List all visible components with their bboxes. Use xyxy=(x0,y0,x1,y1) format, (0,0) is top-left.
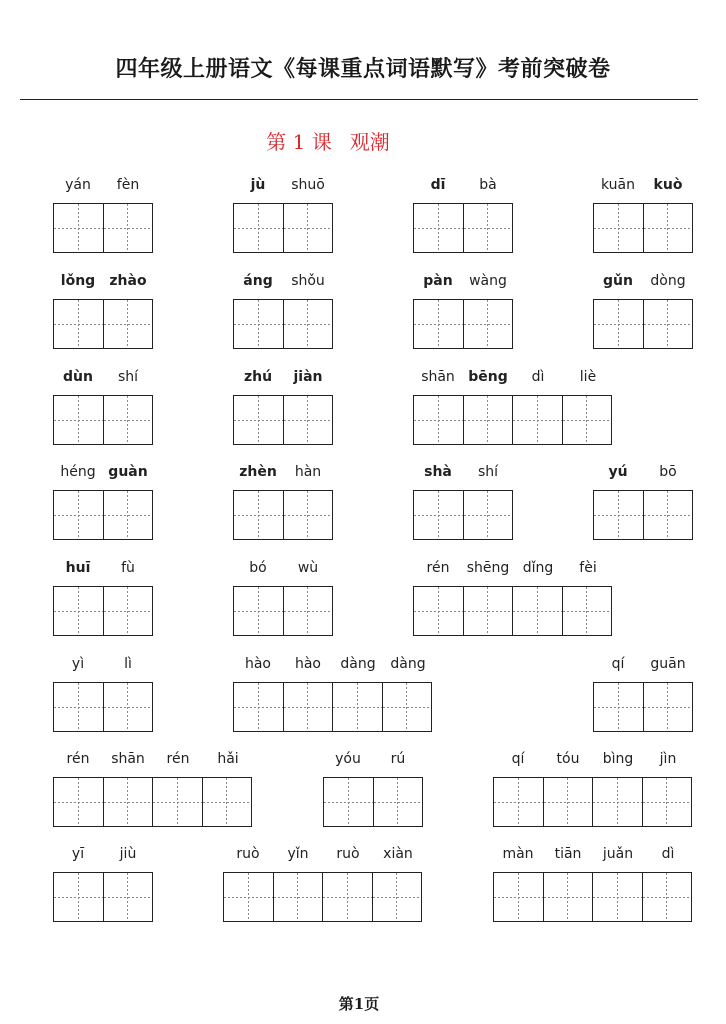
character-box[interactable] xyxy=(464,299,514,349)
pinyin-label: shuō xyxy=(291,177,325,193)
pinyin-label: shān xyxy=(421,369,455,385)
character-box[interactable] xyxy=(234,586,284,636)
character-box[interactable] xyxy=(593,777,643,827)
character-box[interactable] xyxy=(513,395,563,445)
pinyin-label: rén xyxy=(426,560,450,576)
pinyin-label: wàng xyxy=(469,273,507,289)
pinyin-label: qí xyxy=(511,751,525,767)
character-box[interactable] xyxy=(464,203,514,253)
lesson-name: 观潮 xyxy=(349,130,390,154)
character-box[interactable] xyxy=(104,872,154,922)
character-box[interactable] xyxy=(414,586,464,636)
character-box[interactable] xyxy=(284,682,334,732)
character-box[interactable] xyxy=(104,203,154,253)
character-box[interactable] xyxy=(594,490,644,540)
writing-grid xyxy=(413,395,612,445)
character-box[interactable] xyxy=(234,299,284,349)
pinyin-label: hào xyxy=(294,656,322,672)
character-box[interactable] xyxy=(54,682,104,732)
pinyin-label: shǒu xyxy=(291,273,325,289)
writing-grid xyxy=(223,872,422,922)
pinyin-label: shí xyxy=(117,369,139,385)
writing-grid xyxy=(53,395,153,445)
writing-grid xyxy=(233,395,333,445)
character-box[interactable] xyxy=(544,777,594,827)
pinyin-label: dǐng xyxy=(522,560,554,576)
writing-grid xyxy=(233,203,333,253)
writing-grid xyxy=(53,203,153,253)
character-box[interactable] xyxy=(284,395,334,445)
writing-grid xyxy=(413,490,513,540)
character-box[interactable] xyxy=(203,777,253,827)
pinyin-label: yán xyxy=(65,177,91,193)
writing-grid xyxy=(53,586,153,636)
character-box[interactable] xyxy=(54,490,104,540)
pinyin-label: héng xyxy=(60,464,96,480)
title-divider xyxy=(20,99,698,100)
pinyin-label: xiàn xyxy=(383,846,413,862)
character-box[interactable] xyxy=(644,299,694,349)
writing-grid xyxy=(593,490,693,540)
pinyin-label: lǒng xyxy=(60,273,96,289)
pinyin-label: zhèn xyxy=(239,464,277,480)
pinyin-label: liè xyxy=(579,369,597,385)
character-box[interactable] xyxy=(464,395,514,445)
pinyin-label: kuò xyxy=(653,177,683,193)
character-box[interactable] xyxy=(54,203,104,253)
pinyin-label: shà xyxy=(424,464,452,480)
pinyin-label: áng xyxy=(243,273,273,289)
pinyin-label: guān xyxy=(650,656,686,672)
pinyin-label: yú xyxy=(608,464,628,480)
pinyin-label: yī xyxy=(71,846,85,862)
character-box[interactable] xyxy=(593,872,643,922)
pinyin-label: fèn xyxy=(116,177,140,193)
character-box[interactable] xyxy=(104,682,154,732)
writing-grid xyxy=(233,299,333,349)
pinyin-label: gǔn xyxy=(603,273,633,289)
writing-grid xyxy=(593,299,693,349)
pinyin-label: ruò xyxy=(236,846,260,862)
writing-grid xyxy=(233,586,333,636)
character-box[interactable] xyxy=(644,682,694,732)
pinyin-label: dī xyxy=(430,177,446,193)
pinyin-label: bō xyxy=(659,464,677,480)
pinyin-label: rén xyxy=(66,751,90,767)
pinyin-label: bēng xyxy=(468,369,508,385)
character-box[interactable] xyxy=(644,203,694,253)
pinyin-label: dàng xyxy=(390,656,426,672)
pinyin-label: yóu xyxy=(335,751,361,767)
pinyin-label: jù xyxy=(250,177,266,193)
pinyin-label: dòng xyxy=(650,273,686,289)
pinyin-label: qí xyxy=(611,656,625,672)
writing-grid xyxy=(53,872,153,922)
pinyin-label: jiàn xyxy=(293,369,323,385)
character-box[interactable] xyxy=(643,777,693,827)
character-box[interactable] xyxy=(414,395,464,445)
lesson-number: 第 1 课 xyxy=(266,130,332,154)
pinyin-label: ruò xyxy=(336,846,360,862)
character-box[interactable] xyxy=(153,777,203,827)
character-box[interactable] xyxy=(494,872,544,922)
character-box[interactable] xyxy=(594,203,644,253)
character-box[interactable] xyxy=(284,203,334,253)
character-box[interactable] xyxy=(104,395,154,445)
character-box[interactable] xyxy=(563,586,613,636)
writing-grid xyxy=(593,682,693,732)
character-box[interactable] xyxy=(284,299,334,349)
character-box[interactable] xyxy=(284,586,334,636)
character-box[interactable] xyxy=(414,490,464,540)
character-box[interactable] xyxy=(414,203,464,253)
writing-grid xyxy=(323,777,423,827)
pinyin-label: fèi xyxy=(579,560,597,576)
pinyin-label: dùn xyxy=(63,369,93,385)
character-box[interactable] xyxy=(274,872,324,922)
character-box[interactable] xyxy=(544,872,594,922)
writing-grid xyxy=(593,203,693,253)
pinyin-label: guàn xyxy=(108,464,148,480)
pinyin-label: bà xyxy=(479,177,497,193)
writing-grid xyxy=(53,299,153,349)
character-box[interactable] xyxy=(563,395,613,445)
character-box[interactable] xyxy=(54,777,104,827)
pinyin-label: tóu xyxy=(556,751,580,767)
character-box[interactable] xyxy=(333,682,383,732)
character-box[interactable] xyxy=(594,682,644,732)
character-box[interactable] xyxy=(383,682,433,732)
pinyin-label: hào xyxy=(244,656,272,672)
character-box[interactable] xyxy=(464,586,514,636)
pinyin-label: hǎi xyxy=(217,751,239,767)
character-box[interactable] xyxy=(54,586,104,636)
pinyin-label: lì xyxy=(124,656,132,672)
pinyin-label: hàn xyxy=(294,464,322,480)
character-box[interactable] xyxy=(644,490,694,540)
writing-grid xyxy=(53,682,153,732)
pinyin-label: shān xyxy=(111,751,145,767)
character-box[interactable] xyxy=(494,777,544,827)
character-box[interactable] xyxy=(324,777,374,827)
character-box[interactable] xyxy=(373,872,423,922)
writing-grid xyxy=(413,203,513,253)
pinyin-label: fù xyxy=(121,560,135,576)
writing-grid xyxy=(493,777,692,827)
character-box[interactable] xyxy=(284,490,334,540)
character-box[interactable] xyxy=(643,872,693,922)
pinyin-label: zhú xyxy=(243,369,273,385)
pinyin-label: dàng xyxy=(340,656,376,672)
character-box[interactable] xyxy=(374,777,424,827)
character-box[interactable] xyxy=(234,490,284,540)
writing-grid xyxy=(493,872,692,922)
character-box[interactable] xyxy=(234,395,284,445)
character-box[interactable] xyxy=(234,203,284,253)
lesson-heading xyxy=(0,126,656,155)
pinyin-label: bìng xyxy=(602,751,634,767)
pinyin-label: yǐn xyxy=(287,846,309,862)
pinyin-label: zhào xyxy=(109,273,147,289)
writing-grid xyxy=(53,490,153,540)
writing-grid xyxy=(233,490,333,540)
page-number: 第1页 xyxy=(338,995,380,1013)
character-box[interactable] xyxy=(54,872,104,922)
writing-grid xyxy=(53,777,252,827)
writing-grid xyxy=(413,299,513,349)
pinyin-label: huī xyxy=(65,560,91,576)
character-box[interactable] xyxy=(104,586,154,636)
writing-grid xyxy=(233,682,432,732)
pinyin-label: pàn xyxy=(423,273,453,289)
writing-grid xyxy=(413,586,612,636)
pinyin-label: tiān xyxy=(554,846,582,862)
pinyin-label: jìn xyxy=(659,751,677,767)
pinyin-label: bó xyxy=(249,560,267,576)
pinyin-label: màn xyxy=(502,846,534,862)
character-box[interactable] xyxy=(464,490,514,540)
pinyin-label: dì xyxy=(531,369,545,385)
character-box[interactable] xyxy=(323,872,373,922)
pinyin-label: shēng xyxy=(466,560,510,576)
character-box[interactable] xyxy=(594,299,644,349)
character-box[interactable] xyxy=(104,299,154,349)
character-box[interactable] xyxy=(414,299,464,349)
character-box[interactable] xyxy=(234,682,284,732)
pinyin-label: yì xyxy=(71,656,85,672)
character-box[interactable] xyxy=(104,777,154,827)
pinyin-label: jiù xyxy=(119,846,137,862)
pinyin-label: rú xyxy=(390,751,406,767)
character-box[interactable] xyxy=(54,395,104,445)
pinyin-label: dì xyxy=(661,846,675,862)
page-title: 四年级上册语文《每课重点词语默写》考前突破卷 xyxy=(115,56,611,82)
character-box[interactable] xyxy=(513,586,563,636)
pinyin-label: shí xyxy=(477,464,499,480)
character-box[interactable] xyxy=(104,490,154,540)
pinyin-label: rén xyxy=(166,751,190,767)
pinyin-label: kuān xyxy=(600,177,636,193)
character-box[interactable] xyxy=(54,299,104,349)
pinyin-label: juǎn xyxy=(602,846,634,862)
character-box[interactable] xyxy=(224,872,274,922)
pinyin-label: wù xyxy=(297,560,319,576)
